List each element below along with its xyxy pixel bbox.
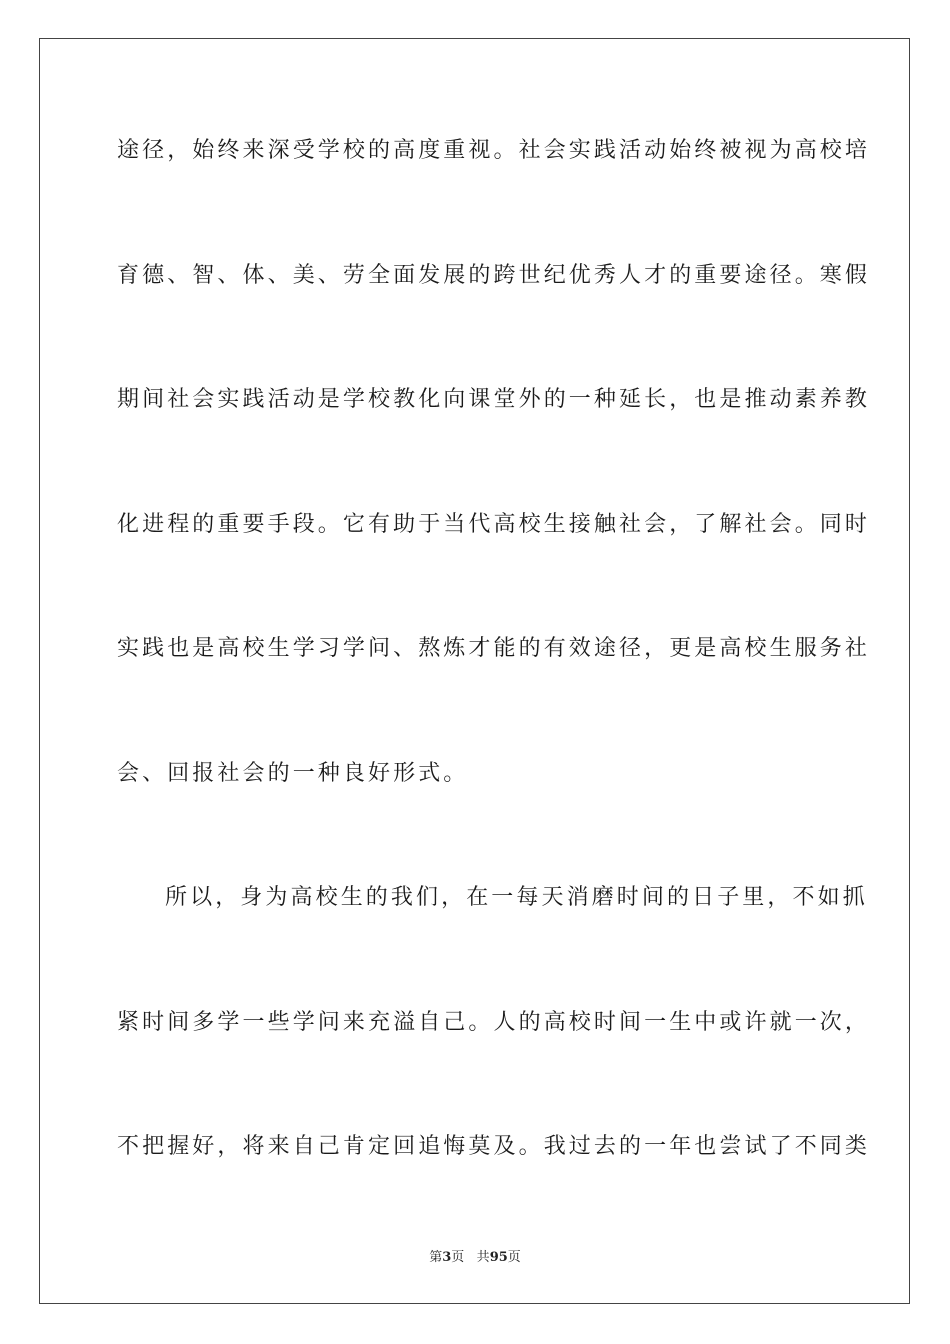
text-line-4: 化进程的重要手段。它有助于当代高校生接触社会，了解社会。同时 bbox=[117, 511, 871, 537]
text-line-9: 不把握好，将来自己肯定回追悔莫及。我过去的一年也尝试了不同类 bbox=[117, 1134, 871, 1159]
text-line-6: 会、回报社会的一种良好形式。 bbox=[117, 760, 469, 786]
total-pages: 95 bbox=[489, 1250, 508, 1265]
text-line-1: 途径，始终来深受学校的高度重视。社会实践活动始终被视为高校培 bbox=[117, 138, 871, 163]
page-prefix: 第 bbox=[429, 1250, 443, 1265]
page-footer bbox=[0, 1246, 950, 1265]
page-suffix: 页 bbox=[451, 1250, 465, 1265]
text-line-2: 育德、智、体、美、劳全面发展的跨世纪优秀人才的重要途径。寒假 bbox=[117, 262, 871, 288]
text-line-5: 实践也是高校生学习学问、熬炼才能的有效途径，更是高校生服务社 bbox=[117, 636, 871, 661]
page-number: 3 bbox=[442, 1250, 452, 1265]
text-line-3: 期间社会实践活动是学校教化向课堂外的一种延长，也是推动素养教 bbox=[117, 387, 871, 412]
document-body bbox=[117, 128, 871, 1249]
total-prefix: 共 bbox=[476, 1250, 490, 1265]
text-line-8: 紧时间多学一些学问来充溢自己。人的高校时间一生中或许就一次， bbox=[117, 1009, 871, 1035]
text-line-7-paragraph-start: 所以，身为高校生的我们，在一每天消磨时间的日子里，不如抓 bbox=[165, 885, 868, 910]
total-suffix: 页 bbox=[507, 1250, 521, 1265]
